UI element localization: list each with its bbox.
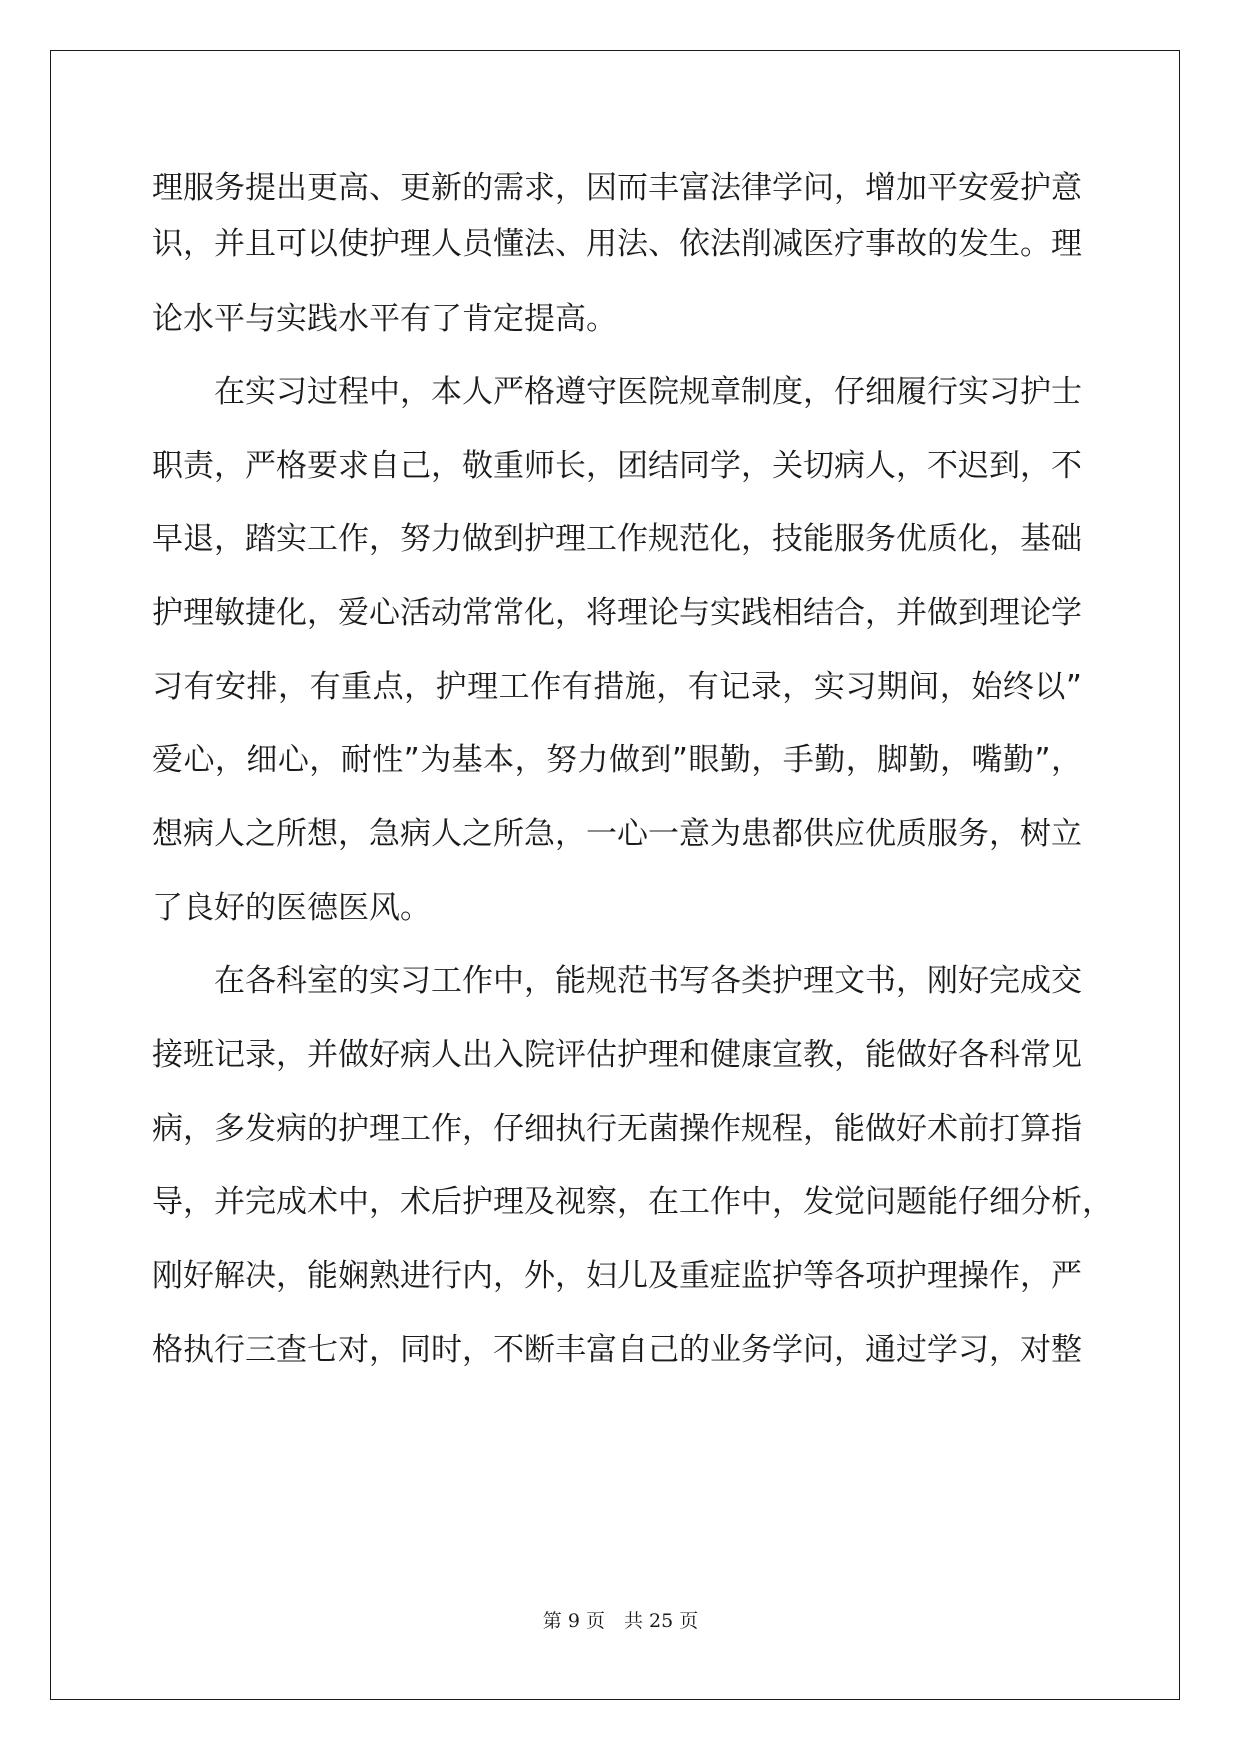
body-text-line: 理服务提出更高、更新的需求，因而丰富法律学问，增加平安爱护意 [152, 170, 1082, 206]
body-text-line: 了良好的医德医风。 [152, 890, 431, 926]
body-text-line: 格执行三查七对，同时，不断丰富自己的业务学问，通过学习，对整 [152, 1332, 1082, 1368]
body-text-line: 接班记录，并做好病人出入院评估护理和健康宣教，能做好各科常见 [152, 1037, 1082, 1073]
body-text-line: 刚好解决，能娴熟进行内，外，妇儿及重症监护等各项护理操作，严 [152, 1258, 1082, 1294]
page-border [50, 50, 1180, 1700]
body-text-line: 爱心，细心，耐性”为基本，努力做到”眼勤，手勤，脚勤，嘴勤”， [152, 742, 1082, 778]
paragraph-first-line: 在各科室的实习工作中，能规范书写各类护理文书，刚好完成交 [214, 963, 1082, 999]
body-text-line: 护理敏捷化，爱心活动常常化，将理论与实践相结合，并做到理论学 [152, 595, 1082, 631]
page-number-footer: 第 9 页 共 25 页 [542, 1610, 699, 1632]
body-text-line: 识，并且可以使护理人员懂法、用法、依法削减医疗事故的发生。理 [152, 226, 1082, 262]
body-text-line: 早退，踏实工作，努力做到护理工作规范化，技能服务优质化，基础 [152, 521, 1082, 557]
body-text-line: 导，并完成术中，术后护理及视察，在工作中，发觉问题能仔细分析， [152, 1184, 1113, 1220]
body-text-line: 论水平与实践水平有了肯定提高。 [152, 301, 617, 337]
body-text-line: 病，多发病的护理工作，仔细执行无菌操作规程，能做好术前打算指 [152, 1111, 1082, 1147]
body-text-line: 职责，严格要求自己，敬重师长，团结同学，关切病人，不迟到，不 [152, 448, 1082, 484]
paragraph-first-line: 在实习过程中，本人严格遵守医院规章制度，仔细履行实习护士 [214, 374, 1082, 410]
body-text-line: 习有安排，有重点，护理工作有措施，有记录，实习期间，始终以” [152, 669, 1082, 705]
body-text-line: 想病人之所想，急病人之所急，一心一意为患都供应优质服务，树立 [152, 816, 1082, 852]
